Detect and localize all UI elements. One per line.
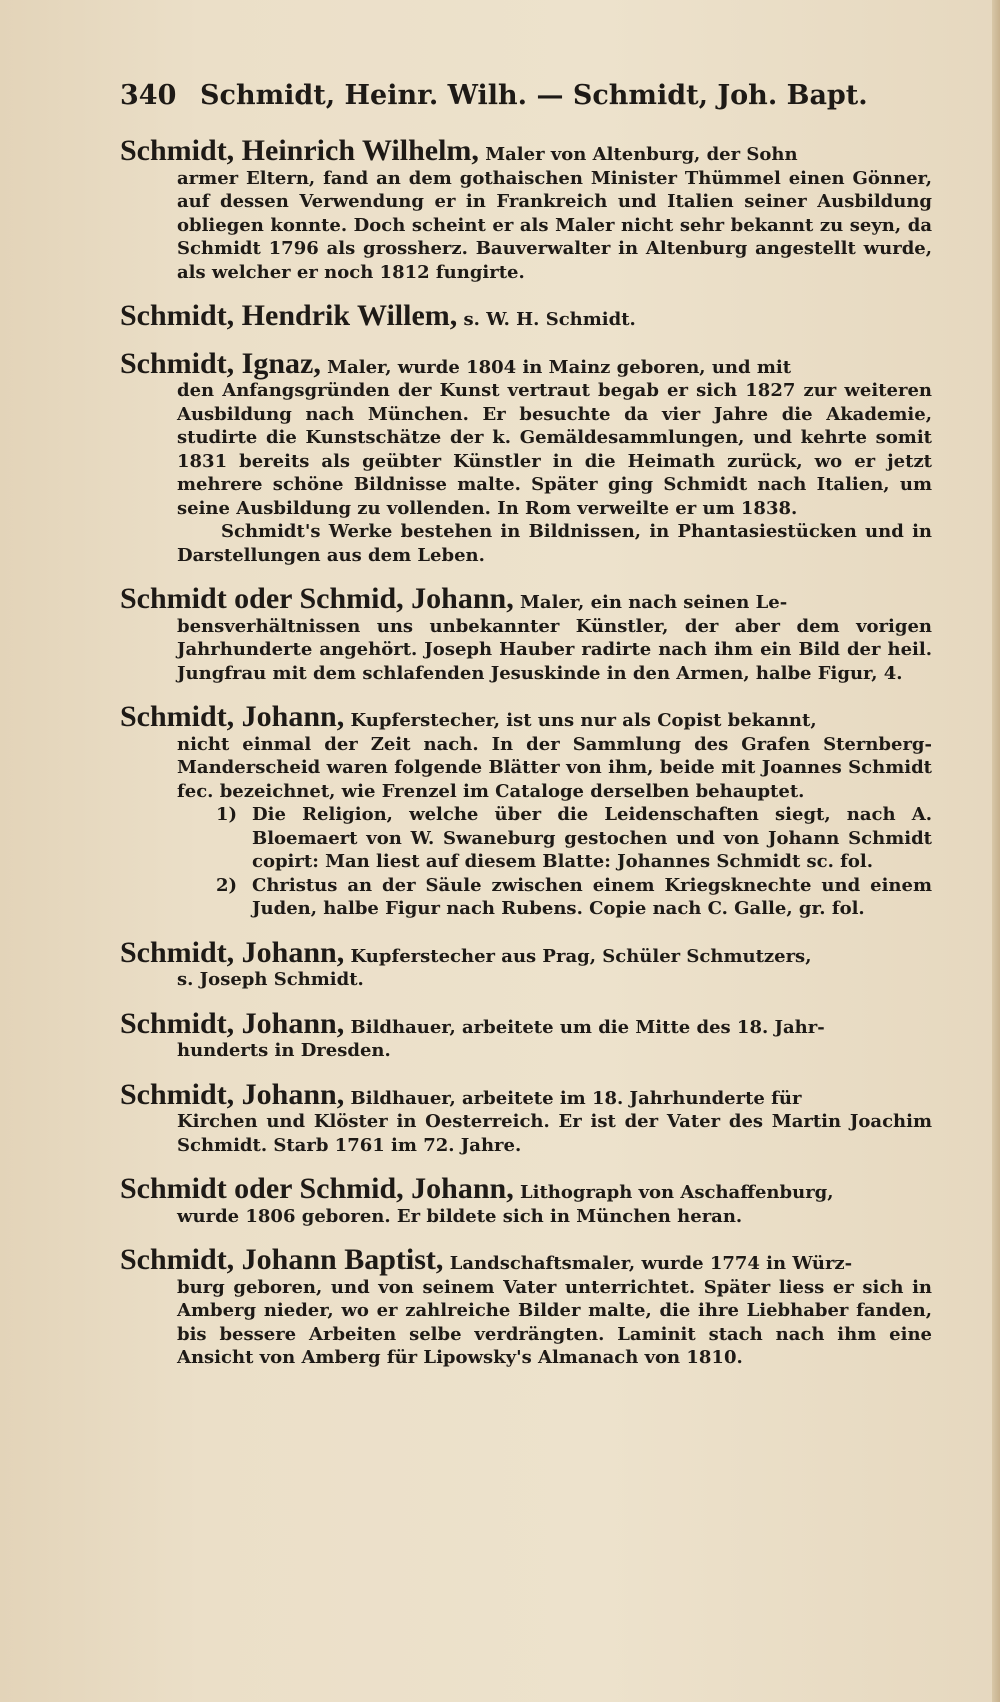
entry-name: Schmidt, Johann, <box>120 1077 345 1111</box>
entry-text: den Anfangsgründen der Kunst vertraut begab er sich 1827 zur weiteren Ausbildung nach München. Er besuchte da vier Jahre die Akademie, studirte die Kunstschätze der k. Gemäldesammlungen, und kehrte somit 1831 bereits als geübter Künstler in die Heimath zurück, wo er jetzt mehrere schöne Bildnisse malte. Später ging Schmidt nach Italien, um seine Ausbildung zu vollenden. In Rom verweilte er um 1838. <box>177 380 932 519</box>
entry-lead <box>120 584 932 615</box>
entry-first-line: Maler, ein nach seinen Le- <box>520 592 788 613</box>
entry-lead <box>120 1006 932 1040</box>
entry-lead <box>120 935 932 969</box>
entry-johann-bildhauer-dresden <box>120 1006 932 1063</box>
works-list-item <box>216 874 932 921</box>
entry-hendrik-willem <box>120 301 932 332</box>
entry-text: burg geboren, und von seinem Vater unterrichtet. Später liess er sich in Amberg nieder, wo er zahlreiche Bilder malte, die ihre Liebhaber fanden, bis bessere Arbeiten selbe verdrängten. Laminit stach nach ihm eine Ansicht von Amberg für Lipowsky's Almanach von 1810. <box>177 1276 932 1368</box>
running-header <box>120 80 920 124</box>
entry-lead <box>120 136 932 167</box>
page-number: 340 <box>120 80 177 111</box>
entry-name: Schmidt, Johann, <box>120 700 345 733</box>
entry-text: nicht einmal der Zeit nach. In der Sammlung des Grafen Sternberg-Manderscheid waren folgende Blätter von ihm, beide mit Joannes Schmidt fec. bezeichnet, wie Frenzel im Cataloge derselben behauptet. <box>177 733 932 802</box>
entry-lead <box>120 301 932 332</box>
item-number: 2) <box>216 874 238 896</box>
entry-text: Kirchen und Klöster in Oesterreich. Er ist der Vater des Martin Joachim Schmidt. Starb 1761 im 72. Jahre. <box>177 1111 932 1156</box>
entry-name: Schmidt, Ignaz, <box>120 346 321 380</box>
entry-first-line: Bildhauer, arbeitete um die Mitte des 18. Jahr- <box>350 1016 825 1038</box>
entry-first-line: Kupferstecher aus Prag, Schüler Schmutzers, <box>350 945 812 967</box>
entry-name: Schmidt oder Schmid, Johann, <box>120 582 514 615</box>
entry-lead <box>120 346 932 380</box>
entry-name: Schmidt, Johann, <box>120 935 345 969</box>
entry-name: Schmidt oder Schmid, Johann, <box>120 1172 514 1205</box>
dictionary-entries <box>120 136 932 1387</box>
works-list-item <box>216 803 932 874</box>
entry-text: bensverhältnissen uns unbekannter Künstler, der aber dem vorigen Jahrhunderte angehört. Joseph Hauber radirte nach ihm ein Bild der heil. Jungfrau mit dem schlafenden Jesuskinde in den Armen, halbe Figur, 4. <box>177 615 932 684</box>
entry-lead <box>120 1174 932 1205</box>
entry-lead <box>120 1077 932 1111</box>
entry-first-line: Kupferstecher, ist uns nur als Copist bekannt, <box>350 710 817 731</box>
entry-first-line: Maler von Altenburg, der Sohn <box>485 144 798 165</box>
entry-heinrich-wilhelm <box>120 136 932 284</box>
entry-text: armer Eltern, fand an dem gothaischen Minister Thümmel einen Gönner, auf dessen Verwendung er in Frankreich und Italien seiner Ausbildung obliegen konnte. Doch scheint er als Maler nicht sehr bekannt zu seyn, da Schmidt 1796 als grossherz. Bauverwalter in Altenburg angestellt wurde, als welcher er noch 1812 fungirte. <box>177 167 932 283</box>
running-title: Schmidt, Heinr. Wilh. — Schmidt, Joh. Bapt. <box>200 80 868 111</box>
entry-lead <box>120 702 932 733</box>
entry-johann-lithograph <box>120 1174 932 1228</box>
entry-johann-maler <box>120 584 932 685</box>
entry-first-line: Bildhauer, arbeitete im 18. Jahrhunderte für <box>350 1087 802 1109</box>
works-list <box>216 803 932 921</box>
entry-first-line: Maler, wurde 1804 in Mainz geboren, und mit <box>327 356 792 378</box>
entry-johann-prag <box>120 935 932 992</box>
entry-johann-baptist <box>120 1245 932 1370</box>
entry-ignaz <box>120 346 932 568</box>
entry-name: Schmidt, Johann Baptist, <box>120 1243 444 1276</box>
entry-johann-kupferstecher <box>120 702 932 921</box>
entry-name: Schmidt, Hendrik Willem, <box>120 299 458 332</box>
item-text: Christus an der Säule zwischen einem Kriegsknechte und einem Juden, halbe Figur nach Rubens. Copie nach C. Galle, gr. fol. <box>252 874 932 919</box>
entry-first-line: Landschaftsmaler, wurde 1774 in Würz- <box>449 1253 853 1274</box>
entry-text: hunderts in Dresden. <box>177 1040 391 1061</box>
entry-name: Schmidt, Heinrich Wilhelm, <box>120 134 479 167</box>
entry-first-line: Lithograph von Aschaffenburg, <box>520 1182 834 1203</box>
page-edge <box>992 0 1000 1702</box>
item-text: Die Religion, welche über die Leidenschaften siegt, nach A. Bloemaert von W. Swaneburg gestochen und von Johann Schmidt copirt: Man liest auf diesem Blatte: Johannes Schmidt sc. fol. <box>252 804 932 872</box>
entry-note: Schmidt's Werke bestehen in Bildnissen, in Phantasiestücken und in Darstellungen aus dem Leben. <box>177 521 932 566</box>
entry-lead <box>120 1245 932 1276</box>
entry-text: s. Joseph Schmidt. <box>177 969 364 990</box>
entry-text: wurde 1806 geboren. Er bildete sich in München heran. <box>177 1205 743 1227</box>
entry-johann-bildhauer-oesterreich <box>120 1077 932 1158</box>
entry-name: Schmidt, Johann, <box>120 1006 345 1040</box>
item-number: 1) <box>216 804 238 825</box>
entry-first-line: s. W. H. Schmidt. <box>463 309 636 330</box>
